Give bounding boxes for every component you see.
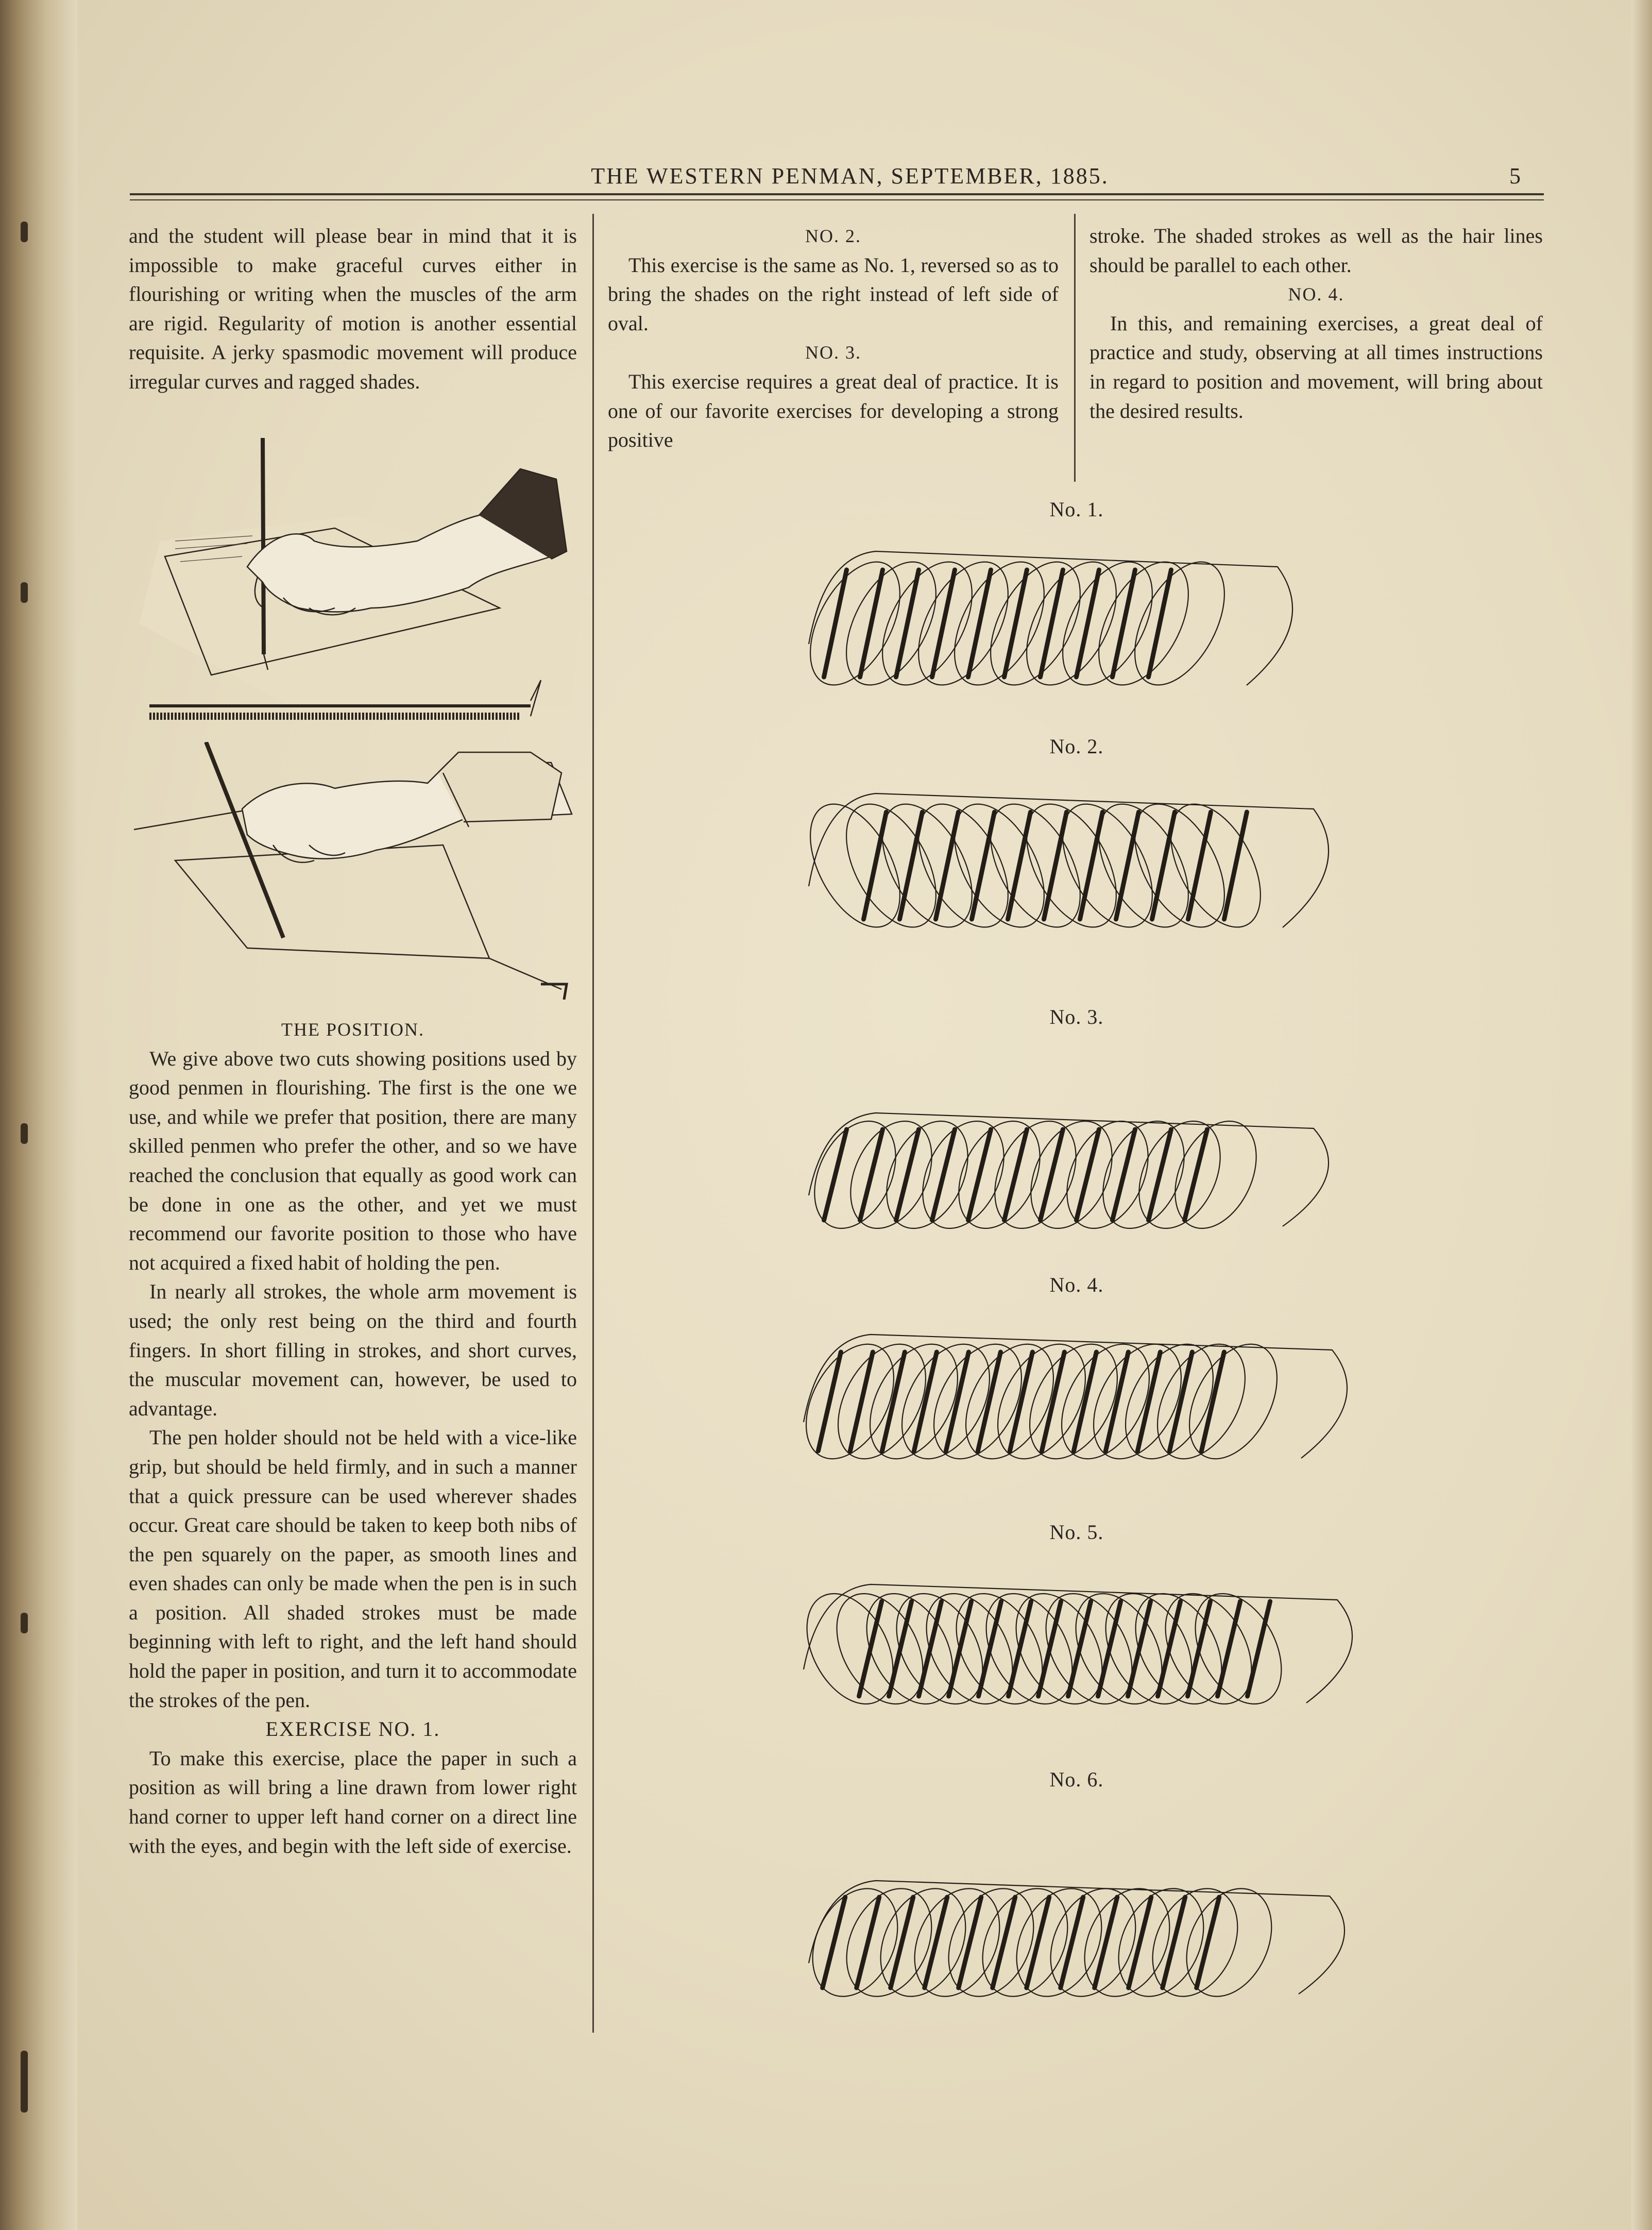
flourish-shade [978,1352,1000,1451]
flourish-oval [939,1579,1060,1719]
flourish-tail [809,1881,1344,1994]
flourish-oval [849,1579,970,1719]
no4-paragraph: In this, and remaining exercises, a great deal of practice and study, observing at all times instructions in regard to position and movement, will bring about the desired results. [1089,311,1543,423]
flourish-oval [898,1875,1016,2011]
header-rule-thin [130,199,1544,200]
flourish-shade [932,1129,955,1220]
flourish-shade [850,1352,873,1451]
exercise-caption: No. 2. [1049,735,1104,758]
flourish-shade [993,1897,1015,1988]
flourish-oval [1058,1579,1179,1719]
exercise-caption: No. 6. [1049,1768,1104,1791]
flourish-shade [1248,1601,1270,1696]
flourish-shade [1197,1897,1219,1988]
flourish-shade [1149,1129,1171,1220]
flourish-oval [1068,1875,1186,2011]
flourish-shade [914,1352,936,1451]
flourish-shade [1218,1601,1240,1696]
flourish-shade [896,1129,919,1220]
flourish-shade [860,1129,883,1220]
flourish-oval [1178,1579,1299,1719]
flourish-oval [1118,1579,1239,1719]
flourish-oval [909,1579,1030,1719]
flourish-shade [959,1897,981,1988]
exercise-2-flourish-icon [762,778,1391,953]
flourish-shade [818,1352,841,1451]
flourish-oval [1148,1579,1269,1719]
exercise-6-flourish-icon [762,1814,1391,2030]
exercise-4-flourish-icon [762,1314,1391,1489]
flourish-shade [860,570,883,677]
position-paragraph: The pen holder should not be held with a vice-like grip, but should be held firmly, and in such a manner that a quick pressure can be used wherever shades occur. Great care should be taken to keep both nibs of the pen squarely on the paper, as smooth lines and even shades can only be made when the pen is in such a position. All shaded strokes must be made beginning with left to right, and the left hand should hold the paper in position, and turn it to accommodate the strokes of the pen. [129,1426,577,1712]
flourish-shade [1163,1897,1185,1988]
flourish-oval [1159,1108,1272,1242]
flourish-shade [1113,1129,1135,1220]
flourish-oval [819,1579,940,1719]
flourish-shade [1027,1897,1049,1988]
flourish-shade [1105,1352,1128,1451]
exercise-paragraph: To make this exercise, place the paper in such a position as will bring a line drawn from lower right hand corner to upper left hand corner on a direct line with the eyes, and begin with the left side of exercise. [129,1746,577,1857]
flourish-shade [823,1897,845,1988]
flourish-oval [1170,1875,1288,2011]
flourish-shade [1077,1129,1099,1220]
no2-paragraph: This exercise is the same as No. 1, reversed so as to bring the shades on the right instead of left side of oval. [608,253,1059,335]
flourish-oval [932,1875,1050,2011]
flourish-shade [1098,1601,1121,1696]
flourish-oval [968,1579,1089,1719]
flourish-oval [1028,1579,1149,1719]
flourish-shade [1201,1352,1224,1451]
flourish-shade [1009,1601,1031,1696]
flourish-oval [879,1579,1000,1719]
left-column-top [129,222,577,397]
flourish-oval [966,1875,1084,2011]
flourish-shade [919,1601,942,1696]
flourish-oval [1102,1875,1220,2011]
flourish-shade [1128,1601,1151,1696]
header-rule [130,193,1544,195]
flourish-shade [1158,1601,1181,1696]
flourish-shade [1038,1601,1061,1696]
binding-stitch [21,2051,28,2113]
flourish-shade [979,1601,1001,1696]
no2-heading: NO. 2. [805,226,861,246]
flourish-shade [824,1129,847,1220]
flourish-shade [1042,1352,1064,1451]
flourish-shade [946,1352,968,1451]
flourish-shade [882,1352,905,1451]
flourish-shade [1224,812,1247,919]
flourish-oval [998,1579,1119,1719]
binding-stitch [21,1613,28,1633]
flourish-shade [1004,1129,1027,1220]
position-paragraph: We give above two cuts showing positions used by good penmen in flourishing. The first is the one we use, and while we prefer that position, there are many skilled penmen who prefer the other, and so we have reached the conclusion that equally as good work can be done in one as the other, and yet we must recommend our favorite position to those who have not acquired a fixed habit of holding the pen. [129,1046,577,1274]
flourish-oval [1123,1108,1236,1242]
flourish-oval [1136,1875,1254,2011]
flourish-oval [864,1875,982,2011]
no3-paragraph: This exercise requires a great deal of practice. It is one of our favorite exercises for developing a strong positive [608,369,1059,452]
exercise-caption: No. 4. [1049,1273,1104,1296]
flourish-shade [968,1129,991,1220]
left-column-bottom [129,1015,577,1861]
position-heading: THE POSITION. [281,1019,424,1040]
exercise-caption: No. 3. [1049,1005,1104,1028]
flourish-oval [792,547,918,699]
page-edge [1631,0,1652,2230]
page-number: 5 [1509,163,1521,189]
flourish-shade [1061,1897,1083,1988]
exercise-caption: No. 5. [1049,1521,1104,1544]
flourish-shade [859,1601,882,1696]
flourish-oval [789,1579,910,1719]
book-binding [0,0,77,2230]
exercise-3-flourish-icon [762,1056,1391,1252]
flourish-shade [925,1897,947,1988]
flourish-shade [1095,1897,1117,1988]
position-paragraph: In nearly all strokes, the whole arm movement is used; the only rest being on the third and fourth fingers. In short filling in strokes, and short curves, the muscular movement can, however, be used to advantage. [129,1280,577,1420]
flourish-oval [1171,1329,1295,1474]
column-divider [1074,214,1076,482]
middle-column [608,222,1059,455]
exercise-1-flourish-icon [762,541,1391,706]
binding-stitch [21,582,28,603]
flourish-oval [1088,1579,1209,1719]
flourish-shade [1074,1352,1096,1451]
flourish-shade [1010,1352,1032,1451]
flourish-oval [830,1875,948,2011]
flourish-shade [857,1897,879,1988]
flourish-shade [949,1601,972,1696]
intro-paragraph: and the student will please bear in mind that it is impossible to make graceful curves either in flourishing or writing when the muscles of the arm are rigid. Regularity of motion is another essential requisite. A jerky spasmodic movement will produce irregular curves and ragged shades. [129,224,577,393]
hand-holding-pen-position-2-icon [129,742,582,1000]
running-header: THE WESTERN PENMAN, SEPTEMBER, 1885. [591,163,1109,189]
no4-heading: NO. 4. [1288,284,1344,305]
right-continuation: stroke. The shaded strokes as well as the hair lines should be parallel to each other. [1089,224,1543,277]
exercise-caption: No. 1. [1049,498,1104,521]
flourish-oval [1152,789,1279,941]
flourish-shade [889,1601,912,1696]
flourish-shade [1129,1897,1151,1988]
flourish-shade [891,1897,913,1988]
right-column [1089,222,1543,426]
exercise-5-flourish-icon [762,1561,1391,1736]
flourish-shade [1137,1352,1160,1451]
no3-heading: NO. 3. [805,342,861,363]
flourish-shade [1188,812,1211,919]
hand-holding-pen-position-1-icon [129,438,582,727]
flourish-shade [1185,1129,1207,1220]
flourish-shade [1188,1601,1211,1696]
binding-stitch [21,1123,28,1144]
binding-stitch [21,222,28,242]
flourish-shade [1041,1129,1063,1220]
flourish-shade [1068,1601,1091,1696]
exercise-heading: EXERCISE NO. 1. [265,1717,440,1741]
column-divider [592,214,594,2033]
flourish-oval [1000,1875,1118,2011]
flourish-shade [1169,1352,1192,1451]
flourish-oval [1034,1875,1152,2011]
